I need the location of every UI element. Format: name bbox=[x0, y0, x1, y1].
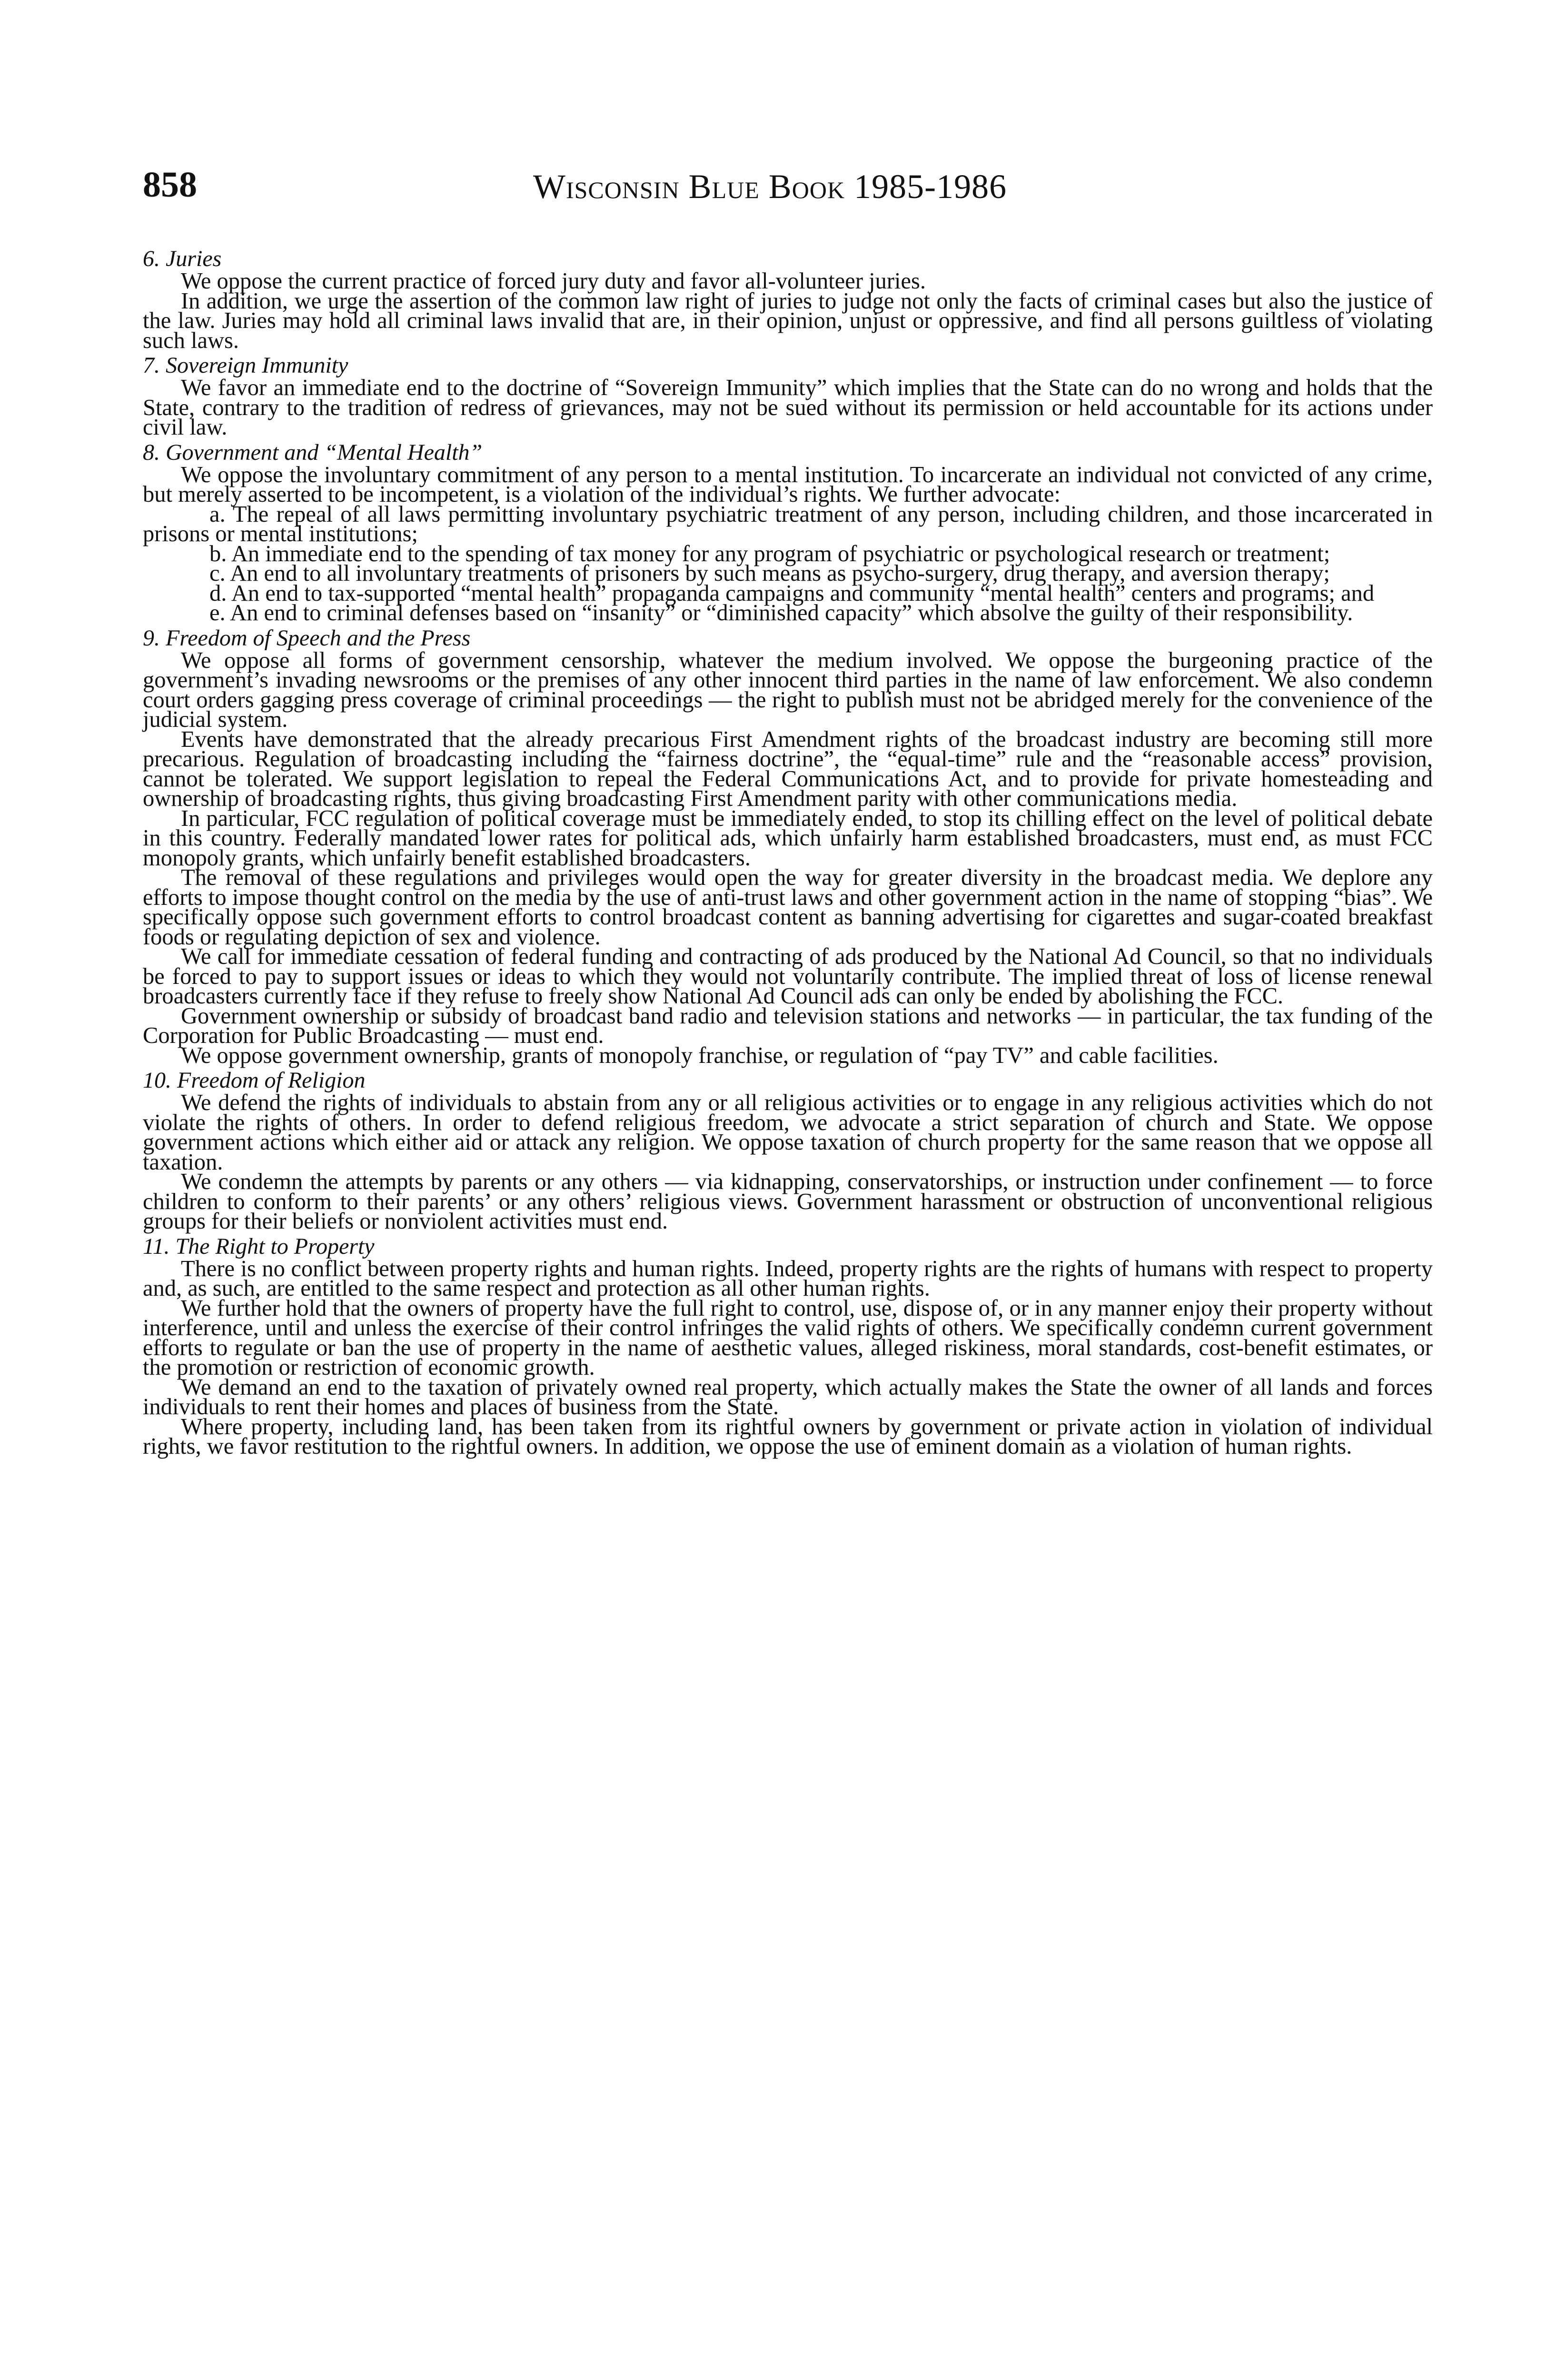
paragraph: There is no conflict between property rights and human rights. Indeed, property rights are the rights of humans with respect to property and, as such, are entitled to the same respect and protection as all other human rights. bbox=[143, 1256, 1433, 1301]
paragraph: We demand an end to the taxation of privately owned real property, which actually makes the State the owner of all lands and forces individuals to rent their homes and places of business from the State. bbox=[143, 1374, 1433, 1419]
paragraph: Events have demonstrated that the already precarious First Amendment rights of the broadcast industry are becoming still more precarious. Regulation of broadcasting including the “fairness doctrine”, the “equal-time” rule and the “reasonable access” provision, cannot be tolerated. We support legislation to repeal the Federal Communications Act, and to provide for private homesteading and ownership of broadcasting rights, thus giving broadcasting First Amendment parity with other communications media. bbox=[143, 726, 1433, 811]
section-juries bbox=[143, 246, 1433, 353]
list-item: d. An end to tax-supported “mental health” propaganda campaigns and community “mental health” centers and programs; and bbox=[209, 580, 1375, 606]
paragraph: We further hold that the owners of property have the full right to control, use, dispose of, or in any manner enjoy their property without interference, until and unless the exercise of their control infringes the valid rights of others. We specifically condemn current government efforts to regulate or ban the use of property in the name of aesthetic values, alleged riskiness, moral standards, cost-benefit estimates, or the promotion or restriction of economic growth. bbox=[143, 1295, 1433, 1380]
paragraph: We oppose the current practice of forced jury duty and favor all-volunteer juries. bbox=[181, 268, 926, 294]
page-header bbox=[143, 167, 1433, 219]
section-mental-health bbox=[143, 441, 1433, 623]
section-title: 11. The Right to Property bbox=[143, 1233, 375, 1259]
section-title: 10. Freedom of Religion bbox=[143, 1068, 366, 1093]
section-sovereign-immunity bbox=[143, 353, 1433, 440]
section-freedom-of-religion bbox=[143, 1068, 1433, 1234]
document-page bbox=[143, 167, 1433, 1457]
paragraph: We favor an immediate end to the doctrine of “Sovereign Immunity” which implies that the State can do no wrong and holds that the State, contrary to the tradition of redress of grievances, may not be sued without its permission or held accountable for its actions under civil law. bbox=[143, 375, 1433, 440]
paragraph: Where property, including land, has been taken from its rightful owners by government or private action in violation of individual rights, we favor restitution to the rightful owners. In addition, we oppose the use of eminent domain as a violation of human rights. bbox=[143, 1414, 1433, 1459]
paragraph: In particular, FCC regulation of political coverage must be immediately ended, to stop its chilling effect on the level of political debate in this country. Federally mandated lower rates for political ads, which unfairly harm established broadcasters, must end, as must FCC monopoly grants, which unfairly benefit established broadcasters. bbox=[143, 805, 1433, 871]
running-title: Wisconsin Blue Book 1985-1986 bbox=[533, 168, 1007, 206]
section-right-to-property bbox=[143, 1235, 1433, 1457]
paragraph: The removal of these regulations and privileges would open the way for greater diversity in the broadcast media. We deplore any efforts to impose thought control on the media by the use of anti-trust laws and other government action in the name of stopping “bias”. We specifically oppose such government efforts to control broadcast content as banning advertising for cigarettes and sugar-coated breakfast foods or regulating depiction of sex and violence. bbox=[143, 865, 1433, 950]
page-number: 858 bbox=[143, 165, 197, 205]
paragraph: We defend the rights of individuals to abstain from any or all religious activities or to engage in any religious activities which do not violate the rights of others. In order to defend religious freedom, we advocate a strict separation of church and State. We oppose government actions which either aid or attack any religion. We oppose taxation of church property for the same reason that we oppose all taxation. bbox=[143, 1090, 1433, 1175]
list-item: a. The repeal of all laws permitting involuntary psychiatric treatment of any person, including children, and those incarcerated in prisons or mental institutions; bbox=[143, 501, 1433, 546]
paragraph: We oppose all forms of government censorship, whatever the medium involved. We oppose the burgeoning practice of the government’s invading newsrooms or the premises of any other innocent third parties in the name of law enforcement. We also condemn court orders gagging press coverage of criminal proceedings — the right to publish must not be abridged merely for the convenience of the judicial system. bbox=[143, 647, 1433, 732]
list-item: b. An immediate end to the spending of tax money for any program of psychiatric or psychological research or treatment; bbox=[209, 541, 1330, 566]
section-title: 8. Government and “Mental Health” bbox=[143, 439, 483, 465]
section-title: 7. Sovereign Immunity bbox=[143, 353, 348, 378]
section-title: 9. Freedom of Speech and the Press bbox=[143, 625, 471, 651]
paragraph: We oppose government ownership, grants of monopoly franchise, or regulation of “pay TV” and cable facilities. bbox=[181, 1042, 1219, 1068]
section-title: 6. Juries bbox=[143, 246, 222, 271]
list-item: e. An end to criminal defenses based on “insanity” or “diminished capacity” which absolve the guilty of their responsibility. bbox=[209, 600, 1353, 625]
paragraph: We condemn the attempts by parents or any others — via kidnapping, conservatorships, or instruction under confinement — to force children to conform to their parents’ or any others’ religious views. Government harassment or obstruction of unconventional religious groups for their beliefs or nonviolent activities must end. bbox=[143, 1169, 1433, 1234]
section-freedom-of-speech bbox=[143, 627, 1433, 1066]
paragraph: In addition, we urge the assertion of the common law right of juries to judge not only the facts of criminal cases but also the justice of the law. Juries may hold all criminal laws invalid that are, in their opinion, unjust or oppressive, and find all persons guiltless of violating such laws. bbox=[143, 288, 1433, 353]
paragraph: We call for immediate cessation of federal funding and contracting of ads produced by the National Ad Council, so that no individuals be forced to pay to support issues or ideas to which they would not voluntarily contribute. The implied threat of loss of license renewal broadcasters currently face if they refuse to freely show National Ad Council ads can only be ended by abolishing the FCC. bbox=[143, 944, 1433, 1009]
paragraph: Government ownership or subsidy of broadcast band radio and television stations and networks — in particular, the tax funding of the Corporation for Public Broadcasting — must end. bbox=[143, 1003, 1433, 1048]
paragraph: We oppose the involuntary commitment of any person to a mental institution. To incarcerate an individual not convicted of any crime, but merely asserted to be incompetent, is a violation of the individual’s rights. We further advocate: bbox=[143, 462, 1433, 507]
list-item: c. An end to all involuntary treatments of prisoners by such means as psycho-surgery, drug therapy, and aversion therapy; bbox=[209, 561, 1330, 586]
